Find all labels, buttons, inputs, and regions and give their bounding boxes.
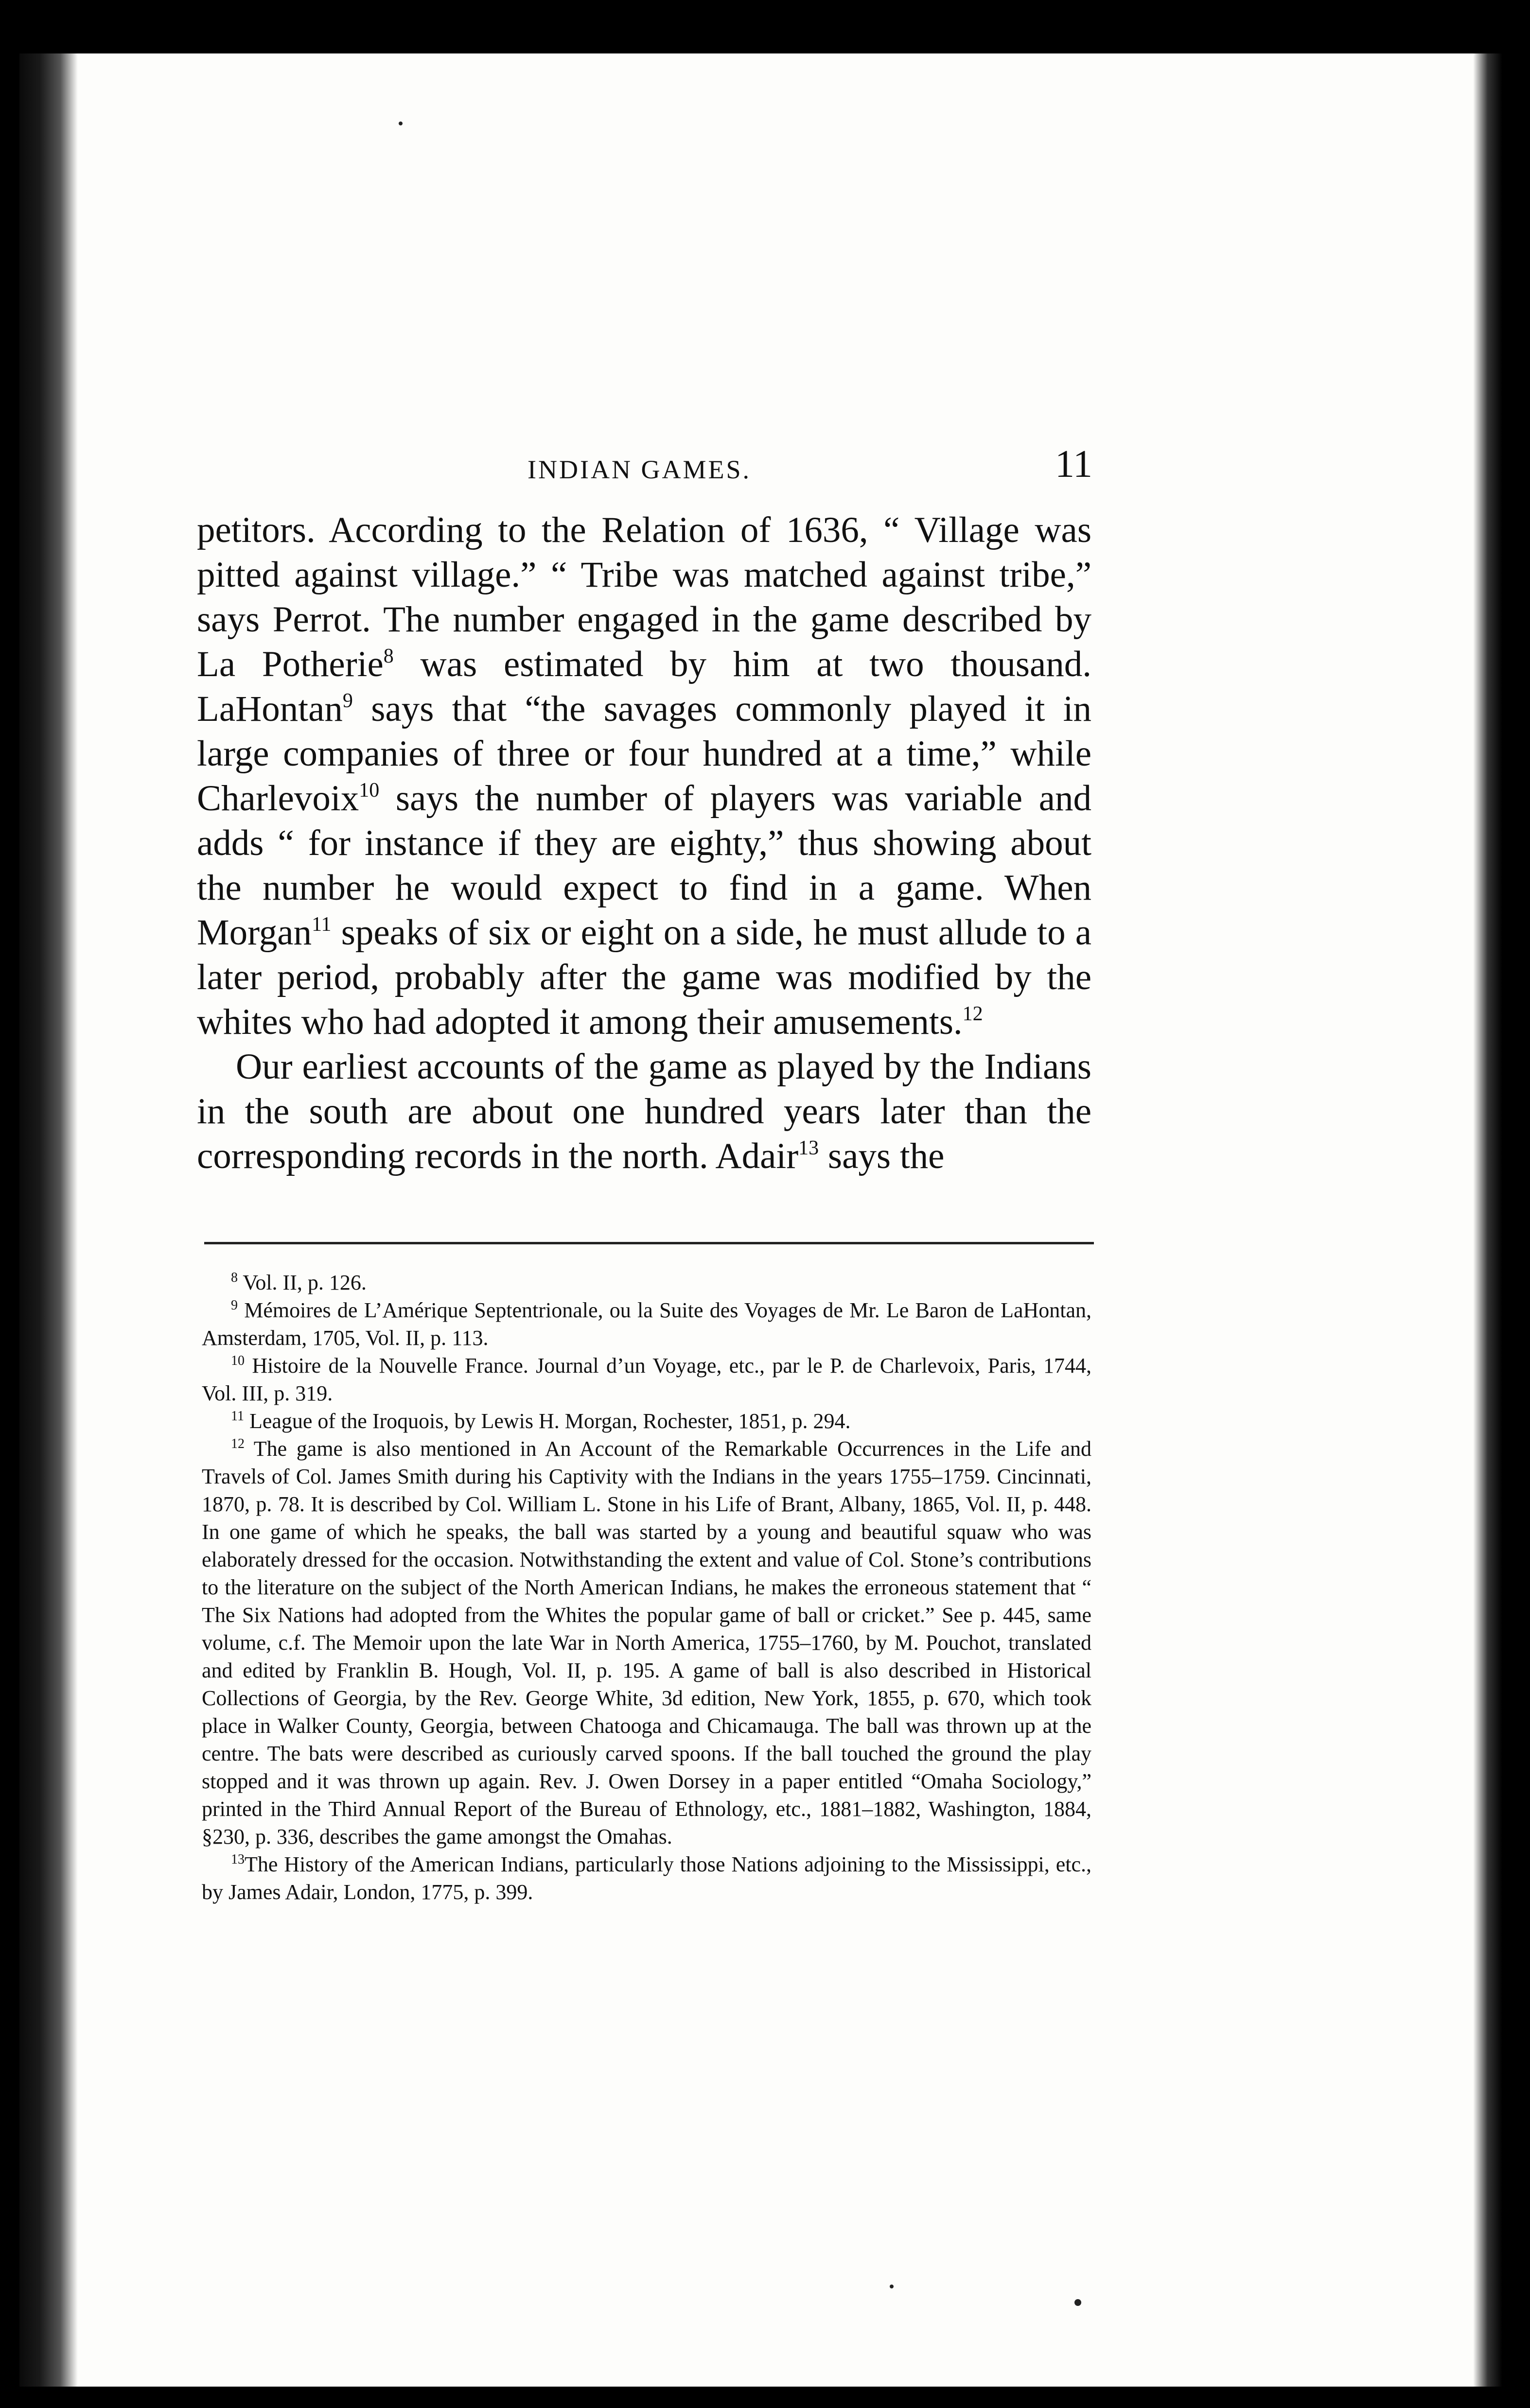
footnote-ref-8: 8 xyxy=(383,645,394,667)
footnote-mark: 12 xyxy=(231,1436,245,1451)
footnote-text: League of the Iroquois, by Lewis H. Morgan, Rochester, 1851, p. 294. xyxy=(249,1409,851,1433)
footnote-9 xyxy=(202,1296,1091,1352)
footnote-ref-9: 9 xyxy=(342,690,353,712)
footnote-13 xyxy=(202,1850,1091,1906)
footnote-mark: 13 xyxy=(231,1852,245,1867)
running-head: INDIAN GAMES. xyxy=(528,455,751,484)
footnote-text: The game is also mentioned in An Account of the Remarkable Occurrences in the Life and Travels of Col. James Smith during his Captivity with the Indians in the years 1755–1759. Cincinnati, 1870, p. 78. It is described by Col. William L. Stone in his Life of Brant, Albany, 1865, Vol. II, p. 448. In one game of which he speaks, the ball was started by a young and beautiful squaw who was elaborately dressed for the occasion. Notwithstanding the extent and value of Col. Stone’s contributions to the literature on the subject of the North American Indians, he makes the erroneous statement that “ The Six Nations had adopted from the Whites the popular game of ball or cricket.” See p. 445, same volume, c.f. The Memoir upon the late War in North America, 1755–1760, by M. Pouchot, translated and edited by Franklin B. Hough, Vol. II, p. 195. A game of ball is also described in Historical Collections of Georgia, by the Rev. George White, 3d edition, New York, 1855, p. 670, which took place in Walker County, Georgia, between Chatooga and Chicamauga. The ball was thrown up at the centre. The bats were described as curiously carved spoons. If the ball touched the ground the play stopped and it was thrown up again. Rev. J. Owen Dorsey in a paper entitled “Omaha Sociology,” printed in the Third Annual Report of the Bureau of Ethnology, etc., 1881–1882, Washington, 1884, §230, p. 336, describes the game amongst the Omahas. xyxy=(202,1437,1091,1849)
footnote-mark: 9 xyxy=(231,1298,238,1313)
footnote-ref-11: 11 xyxy=(312,913,332,936)
footnote-rule xyxy=(204,1242,1094,1244)
paragraph-1 xyxy=(197,508,1091,1045)
text-run: says the number of players was variable and adds “ for instance if they are eighty,” thus showing about the number he would expect to find in a game. When Morgan xyxy=(197,778,1091,953)
text-run: Our earliest accounts of the game as played by the Indians in the south are about one hundred years later than the corresponding records in the north. Adair xyxy=(197,1047,1091,1176)
footnote-text: Vol. II, p. 126. xyxy=(243,1271,367,1294)
book-page xyxy=(19,53,1502,2387)
footnote-12 xyxy=(202,1435,1091,1850)
footnotes xyxy=(202,1269,1091,1906)
text-run: was estimated by him at two thousand. LaHontan xyxy=(197,644,1091,729)
text-run: petitors. According to the Relation of 1636, “ Village was pitted against village.” “ Tribe was matched against tribe,” says Perrot. The number engaged in the game described by La Potherie xyxy=(197,510,1091,684)
footnote-mark: 11 xyxy=(231,1409,244,1424)
ink-speck xyxy=(399,122,403,125)
footnote-ref-13: 13 xyxy=(798,1137,819,1159)
footnote-text: Mémoires de L’Amérique Septentrionale, ou la Suite des Voyages de Mr. Le Baron de LaHontan, Amsterdam, 1705, Vol. II, p. 113. xyxy=(202,1298,1092,1350)
text-run: says that “the savages commonly played it in large companies of three or four hundred at a time,” while Charlevoix xyxy=(197,689,1091,819)
text-run: says the xyxy=(819,1136,945,1176)
page-number: 11 xyxy=(1055,443,1093,486)
footnote-ref-12: 12 xyxy=(962,1003,983,1025)
page-edge-shadow xyxy=(1473,53,1502,2387)
paragraph-2 xyxy=(197,1045,1091,1179)
footnote-text: The History of the American Indians, particularly those Nations adjoining to the Mississippi, etc., by James Adair, London, 1775, p. 399. xyxy=(202,1852,1091,1904)
footnote-10 xyxy=(202,1352,1091,1407)
text-run: speaks of six or eight on a side, he must allude to a later period, probably after the game was modified by the whites who had adopted it among their amusements. xyxy=(197,912,1091,1042)
footnote-mark: 8 xyxy=(231,1270,238,1285)
footnote-8 xyxy=(202,1269,1091,1296)
page-header xyxy=(19,435,1502,489)
body-text xyxy=(197,508,1091,1179)
footnote-mark: 10 xyxy=(231,1353,245,1368)
footnote-text: Histoire de la Nouvelle France. Journal d’un Voyage, etc., par le P. de Charlevoix, Paris, 1744, Vol. III, p. 319. xyxy=(202,1354,1092,1405)
ink-speck xyxy=(890,2285,894,2288)
ink-speck xyxy=(1074,2299,1081,2306)
footnote-11 xyxy=(202,1407,1091,1435)
footnote-ref-10: 10 xyxy=(359,779,380,802)
page-gutter-shadow xyxy=(19,53,78,2387)
